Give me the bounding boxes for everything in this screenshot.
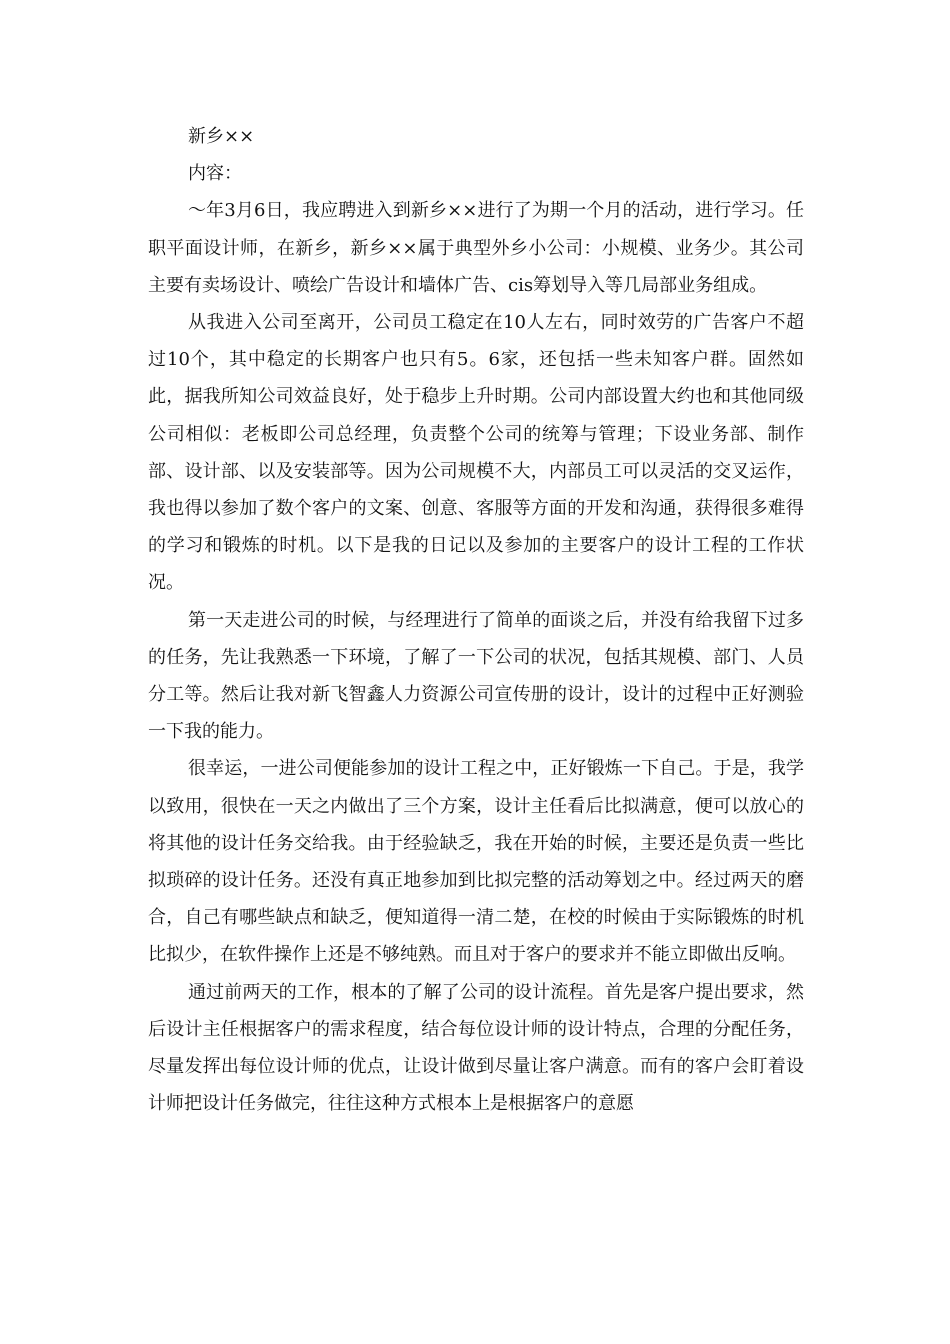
document-heading: 新乡×× (188, 126, 255, 147)
paragraph: 第一天走进公司的时候，与经理进行了简单的面谈之后，并没有给我留下过多的任务，先让我熟悉一下环境，了解了一下公司的状况，包括其规模、部门、人员分工等。然后让我对新飞智鑫人力资源公司宣传册的设计，设计的过程中正好测验一下我的能力。 (148, 609, 804, 743)
paragraph: 很幸运，一进公司便能参加的设计工程之中，正好锻炼一下自己。于是，我学以致用，很快在一天之内做出了三个方案，设计主任看后比拟满意，便可以放心的将其他的设计任务交给我。由于经验缺乏，我在开始的时候，主要还是负责一些比拟琐碎的设计任务。还没有真正地参加到比拟完整的活动筹划之中。经过两天的磨合，自己有哪些缺点和缺乏，便知道得一清二楚，在校的时候由于实际锻炼的时机比拟少，在软件操作上还是不够纯熟。而且对于客户的要求并不能立即做出反响。 (148, 758, 804, 966)
paragraph: 通过前两天的工作，根本的了解了公司的设计流程。首先是客户提出要求，然后设计主任根据客户的需求程度，结合每位设计师的设计特点，合理的分配任务，尽量发挥出每位设计师的优点，让设计做到尽量让客户满意。而有的客户会盯着设计师把设计任务做完，往往这种方式根本上是根据客户的意愿 (148, 981, 804, 1115)
paragraph: ～年3月6日，我应聘进入到新乡××进行了为期一个月的活动，进行学习。任职平面设计师，在新乡，新乡××属于典型外乡小公司：小规模、业务少。其公司主要有卖场设计、喷绘广告设计和墙体广告、cis筹划导入等几局部业务组成。 (148, 200, 804, 296)
content-label: 内容： (188, 163, 242, 185)
document-body (148, 118, 804, 1122)
paragraph: 从我进入公司至离开，公司员工稳定在10人左右，同时效劳的广告客户不超过10个，其中稳定的长期客户也只有5。6家，还包括一些未知客户群。固然如此，据我所知公司效益良好，处于稳步上升时期。公司内部设置大约也和其他同级公司相似：老板即公司总经理，负责整个公司的统筹与管理；下设业务部、制作部、设计部、以及安装部等。因为公司规模不大，内部员工可以灵活的交叉运作，我也得以参加了数个客户的文案、创意、客服等方面的开发和沟通，获得很多难得的学习和锻炼的时机。以下是我的日记以及参加的主要客户的设计工程的工作状况。 (148, 312, 804, 594)
